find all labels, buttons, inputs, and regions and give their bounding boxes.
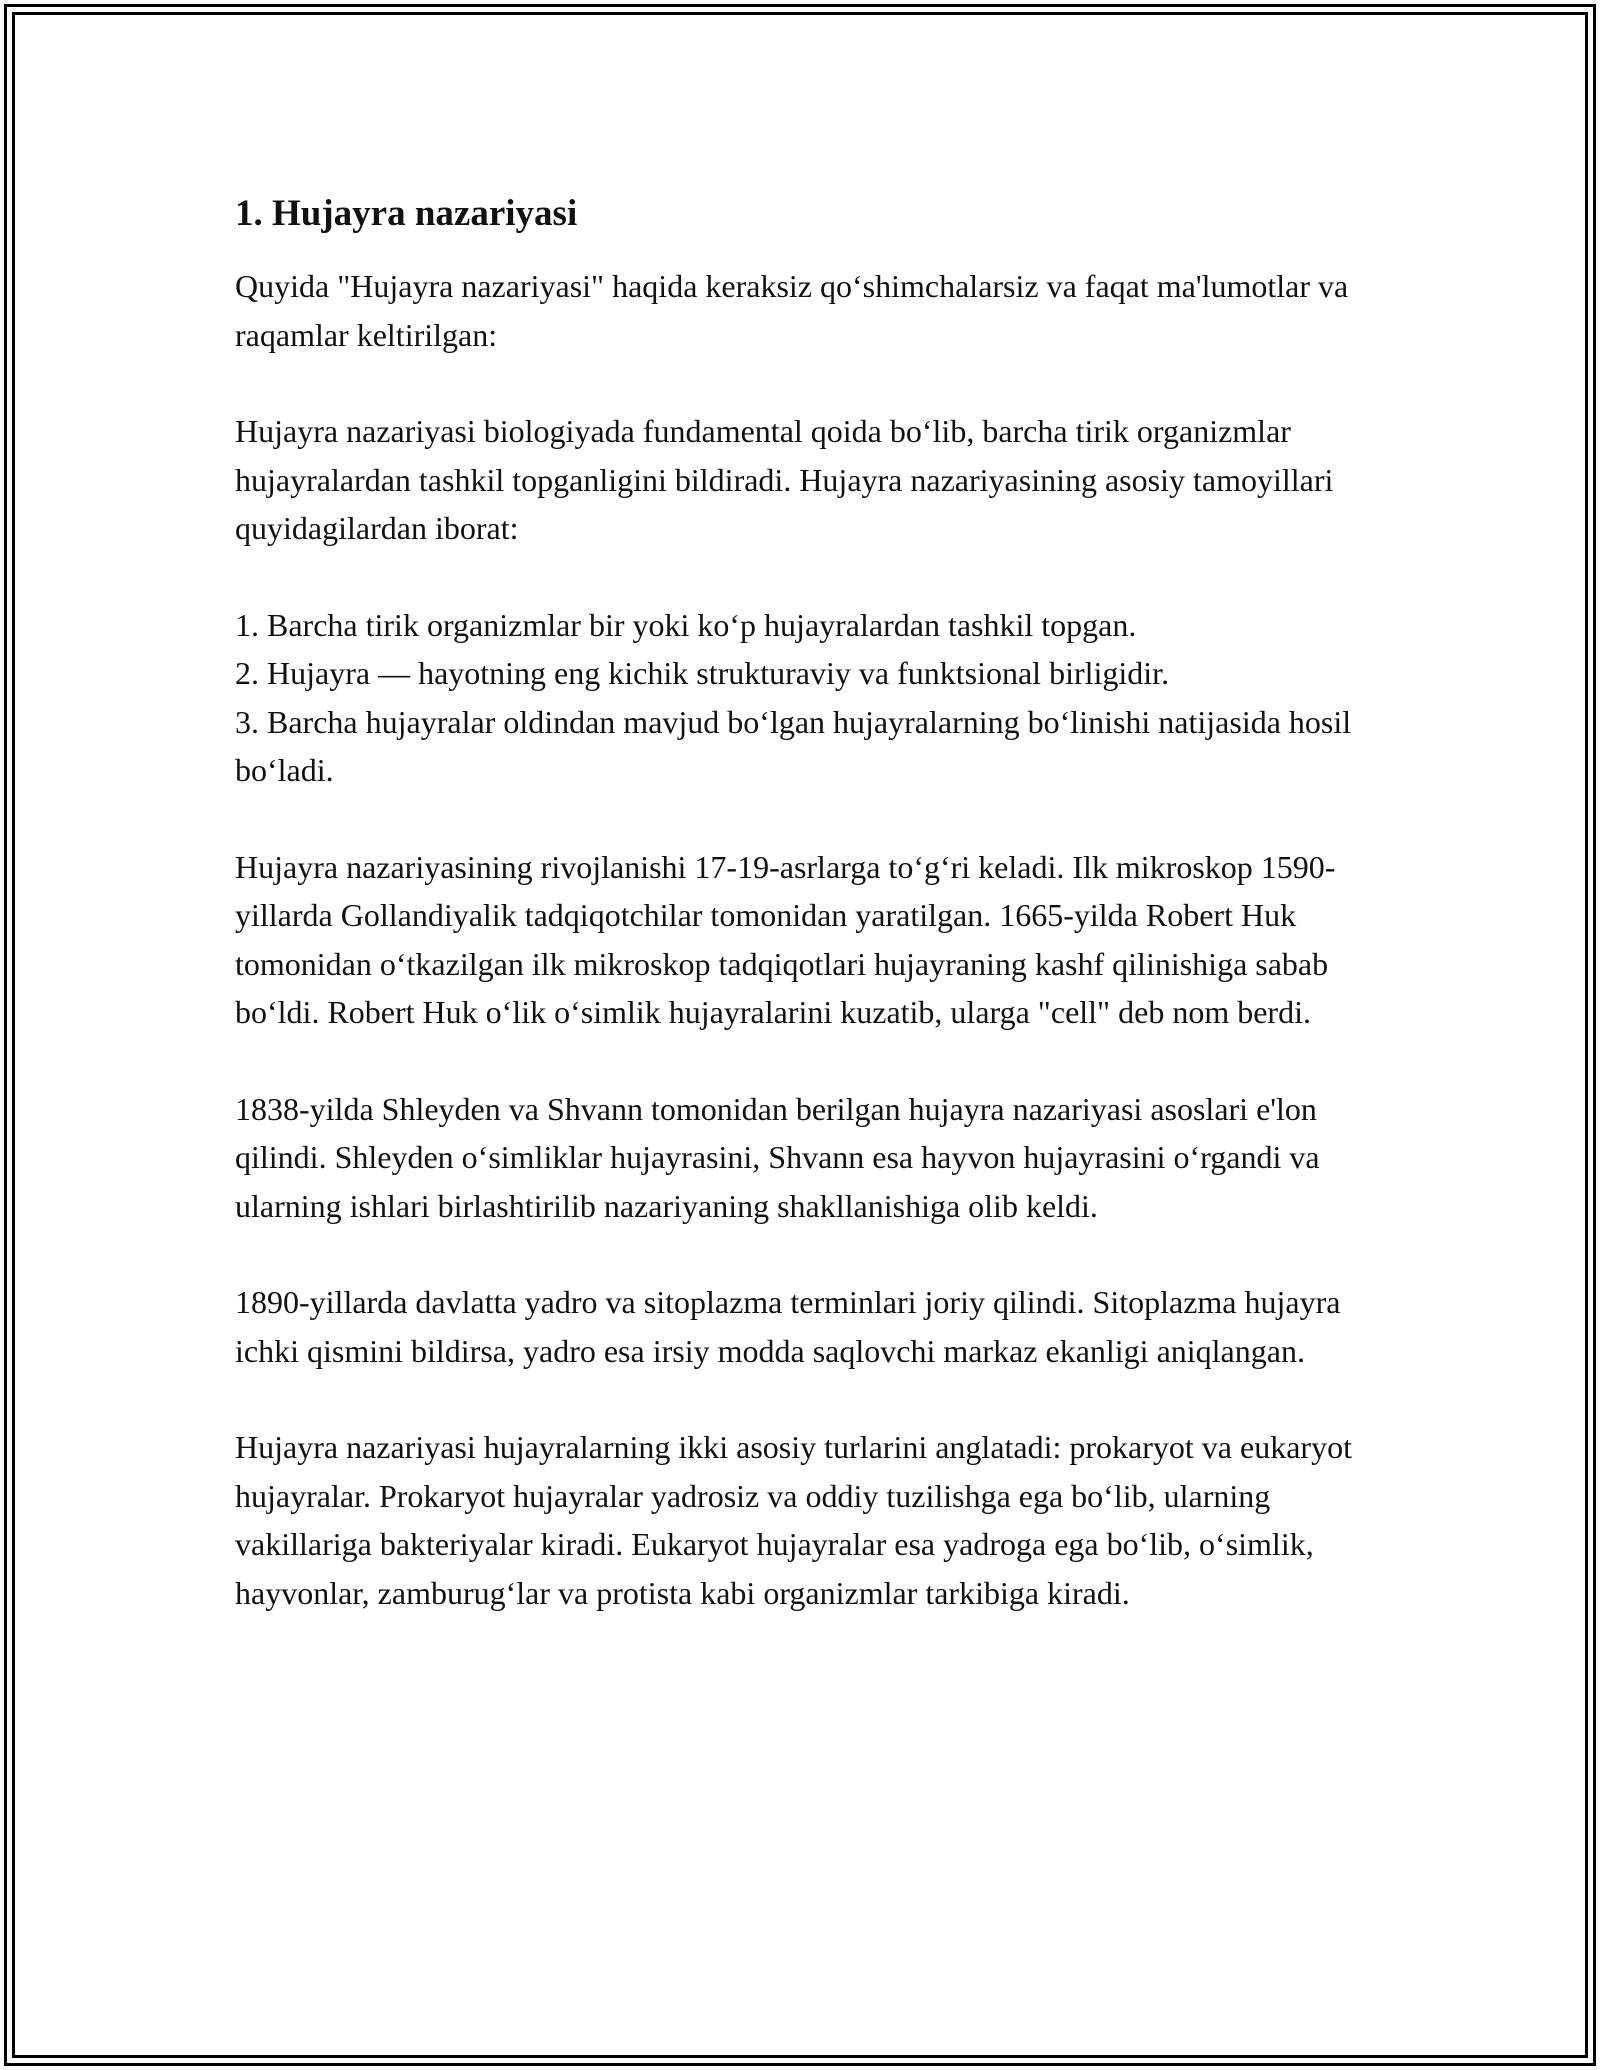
history-paragraph: Hujayra nazariyasining rivojlanishi 17-19-asrlarga to‘g‘ri keladi. Ilk mikroskop 1590-yillarda Gollandiyalik tadqiqotchilar tomonidan yaratilgan. 1665-yilda Robert Huk tomonidan o‘tkazilgan ilk mikroskop tadqiqotlari hujayraning kashf qilinishiga sabab bo‘ldi. Robert Huk o‘lik o‘simlik hujayralarini kuzatib, ularga "cell" deb nom berdi. — [235, 848, 1337, 1030]
nucleus-cytoplasm-paragraph: 1890-yillarda davlatta yadro va sitoplazma terminlari joriy qilindi. Sitoplazma hujayra ichki qismini bildirsa, yadro esa irsiy modda saqlovchi markaz ekanligi aniqlangan. — [235, 1284, 1349, 1369]
principles-list — [235, 601, 1365, 795]
principle-item-1: 1. Barcha tirik organizmlar bir yoki ko‘p hujayralardan tashkil topgan. — [235, 606, 1137, 643]
section-heading: 1. Hujayra nazariyasi — [235, 193, 578, 234]
principle-item-2: 2. Hujayra — hayotning eng kichik strukturaviy va funktsional birligidir. — [235, 655, 1170, 691]
schleiden-schwann-paragraph: 1838-yilda Shleyden va Shvann tomonidan berilgan hujayra nazariyasi asoslari e'lon qilindi. Shleyden o‘simliklar hujayrasini, Shvann esa hayvon hujayrasini o‘rgandi va ularning ishlari birlashtirilib nazariyaning shakllanishiga olib keldi. — [235, 1090, 1328, 1224]
document-body — [235, 186, 1365, 1617]
intro-paragraph: Quyida "Hujayra nazariyasi" haqida keraksiz qo‘shimchalarsiz va faqat ma'lumotlar va raqamlar keltirilgan: — [235, 268, 1357, 353]
principle-item-3: 3. Barcha hujayralar oldindan mavjud bo‘lgan hujayralarning bo‘linishi natijasida hosil bo‘ladi. — [235, 703, 1360, 788]
definition-paragraph: Hujayra nazariyasi biologiyada fundamental qoida bo‘lib, barcha tirik organizmlar hujayralardan tashkil topganligini bildiradi. Hujayra nazariyasining asosiy tamoyillari quyidagilardan iborat: — [235, 413, 1342, 546]
cell-types-paragraph: Hujayra nazariyasi hujayralarning ikki asosiy turlarini anglatadi: prokaryot va eukaryot hujayralar. Prokaryot hujayralar yadrosiz va oddiy tuzilishga ega bo‘lib, ularning vakillariga bakteriyalar kiradi. Eukaryot hujayralar esa yadroga ega bo‘lib, o‘simlik, hayvonlar, zamburug‘lar va protista kabi organizmlar tarkibiga kiradi. — [235, 1429, 1360, 1611]
